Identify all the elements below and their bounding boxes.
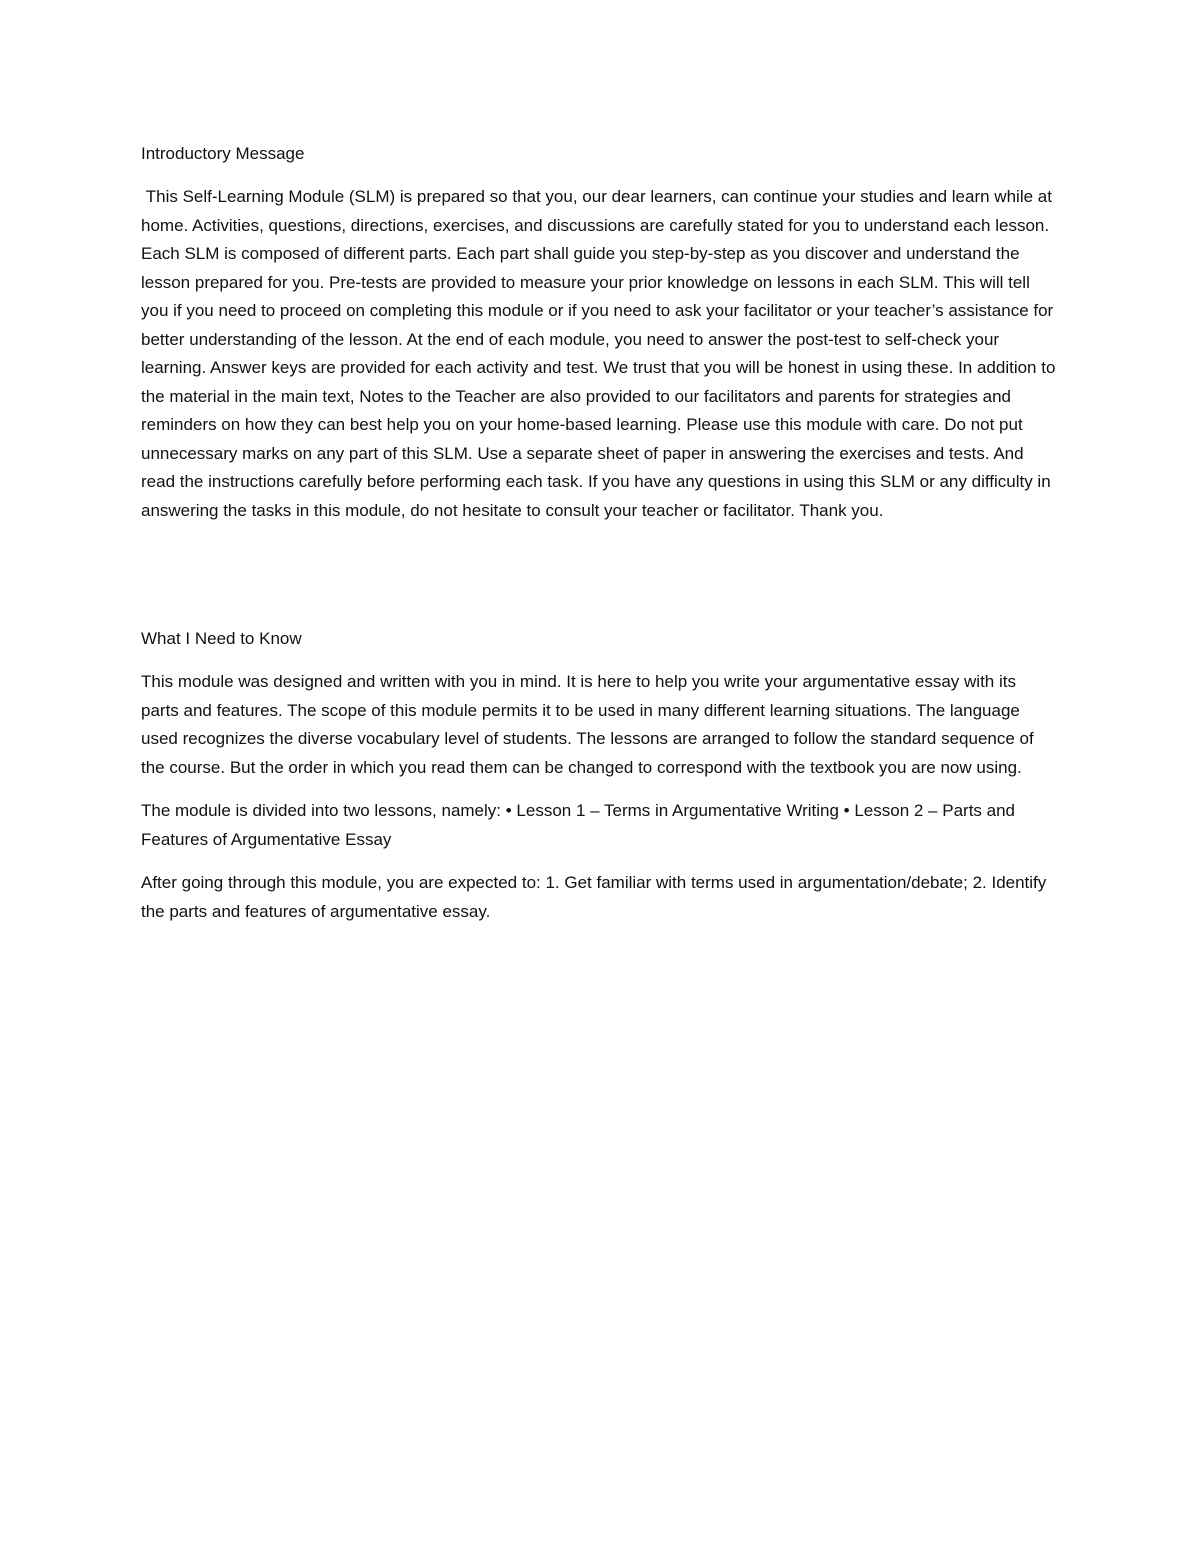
document-body bbox=[141, 140, 1061, 941]
section-introductory-message bbox=[141, 140, 1061, 525]
paragraph: This module was designed and written with you in mind. It is here to help you write your argumentative essay with its parts and features. The scope of this module permits it to be used in many different learning situations. The language used recognizes the diverse vocabulary level of students. The lessons are arranged to follow the standard sequence of the course. But the order in which you read them can be changed to correspond with the textbook you are now using. bbox=[141, 672, 1039, 777]
paragraph: The module is divided into two lessons, namely: • Lesson 1 – Terms in Argumentative Writing • Lesson 2 – Parts and Features of Argumentative Essay bbox=[141, 801, 1020, 849]
section-spacer bbox=[141, 540, 1056, 625]
section-heading: What I Need to Know bbox=[141, 629, 302, 648]
section-heading: Introductory Message bbox=[141, 144, 305, 163]
paragraph: After going through this module, you are expected to: 1. Get familiar with terms used in argumentation/debate; 2. Identify the parts and features of argumentative essay. bbox=[141, 873, 1052, 921]
section-what-i-need-to-know bbox=[141, 625, 1056, 926]
paragraph: This Self-Learning Module (SLM) is prepared so that you, our dear learners, can continue your studies and learn while at home. Activities, questions, directions, exercises, and discussions are carefully stated for you to understand each lesson. Each SLM is composed of different parts. Each part shall guide you step-by-step as you discover and understand the lesson prepared for you. Pre-tests are provided to measure your prior knowledge on lessons in each SLM. This will tell you if you need to proceed on completing this module or if you need to ask your facilitator or your teacher’s assistance for better understanding of the lesson. At the end of each module, you need to answer the post-test to self-check your learning. Answer keys are provided for each activity and test. We trust that you will be honest in using these. In addition to the material in the main text, Notes to the Teacher are also provided to our facilitators and parents for strategies and reminders on how they can best help you on your home-based learning. Please use this module with care. Do not put unnecessary marks on any part of this SLM. Use a separate sheet of paper in answering the exercises and tests. And read the instructions carefully before performing each task. If you have any questions in using this SLM or any difficulty in answering the tasks in this module, do not hesitate to consult your teacher or facilitator. Thank you. bbox=[141, 187, 1061, 520]
